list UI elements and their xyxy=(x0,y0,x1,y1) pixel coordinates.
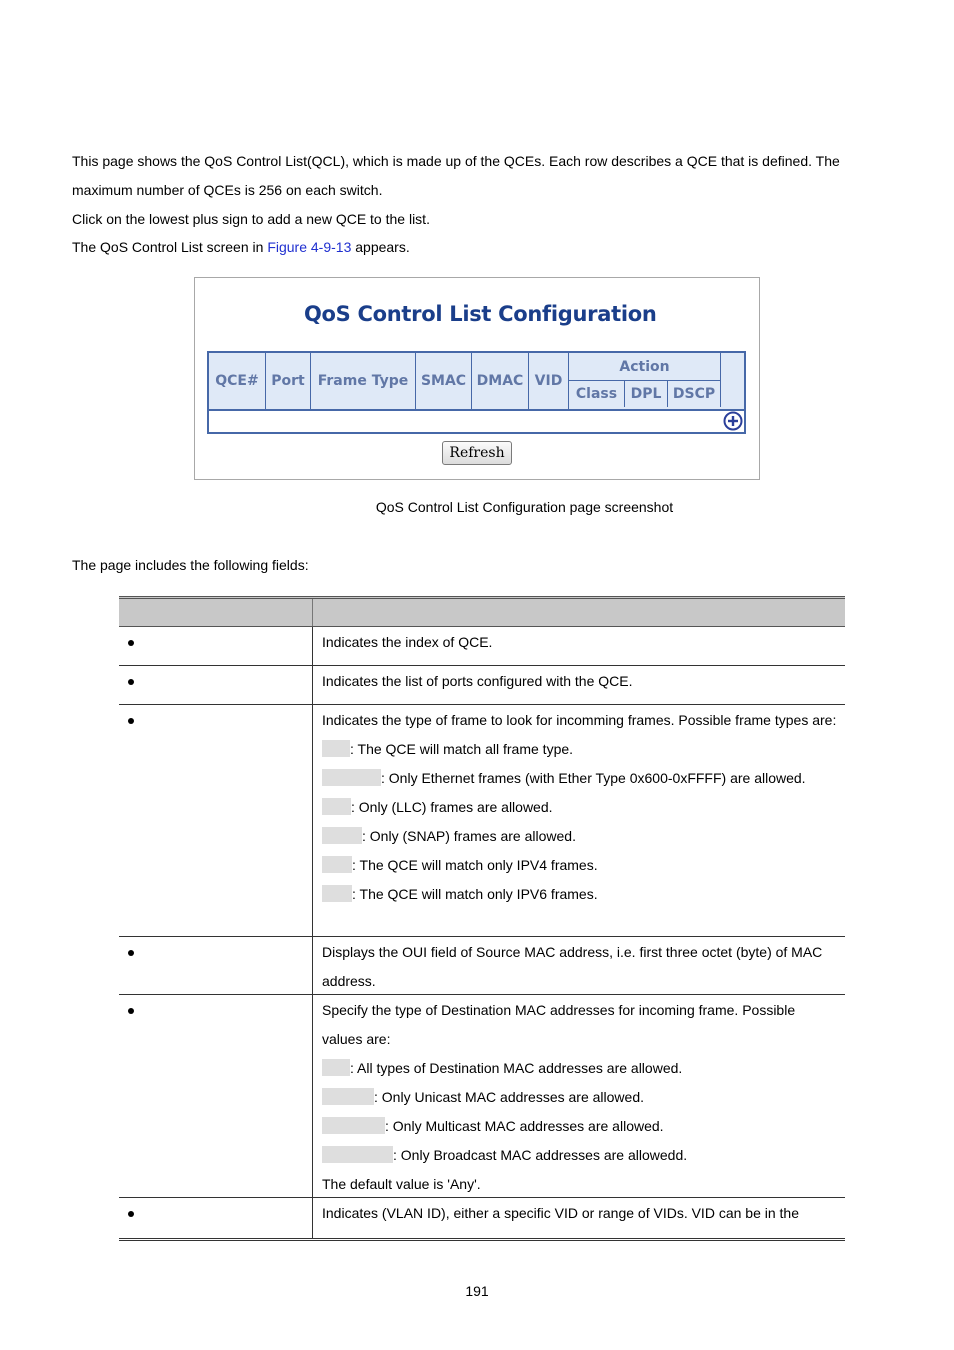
default-value-note: The default value is 'Any'. xyxy=(322,1176,481,1192)
option-line xyxy=(322,1112,839,1141)
table-row xyxy=(119,705,845,937)
field-description: Indicates the list of ports configured with the QCE. xyxy=(322,673,633,689)
intro-paragraph: This page shows the QoS Control List(QCL), which is made up of the QCEs. Each row describes a QCE that is defined. The maximum number of QCEs is 256 on each switch. xyxy=(72,153,840,198)
option-line xyxy=(322,1141,839,1170)
option-text: : All types of Destination MAC addresses are allowed. xyxy=(350,1060,683,1076)
option-line xyxy=(322,764,839,793)
field-description: Indicates the type of frame to look for incomming frames. Possible frame types are: xyxy=(322,712,837,728)
field-description: Indicates (VLAN ID), either a specific VID or range of VIDs. VID can be in the xyxy=(322,1205,799,1221)
page-number: 191 xyxy=(465,1283,489,1299)
bullet-icon xyxy=(128,640,134,646)
add-circle-icon[interactable] xyxy=(723,411,743,431)
bullet-icon xyxy=(128,1211,134,1217)
col-class: Class xyxy=(569,381,625,407)
col-smac: SMAC xyxy=(416,353,472,409)
col-dpl: DPL xyxy=(625,381,668,407)
fields-table xyxy=(119,596,845,1241)
col-dmac: DMAC xyxy=(472,353,529,409)
option-text: : The QCE will match only IPV4 frames. xyxy=(352,857,598,873)
figure-reference-suffix: appears. xyxy=(351,239,410,255)
option-text: : Only (SNAP) frames are allowed. xyxy=(362,828,576,844)
option-text: : Only (LLC) frames are allowed. xyxy=(351,799,553,815)
option-text: : Only Ethernet frames (with Ether Type 0x600-0xFFFF) are allowed. xyxy=(381,770,806,786)
option-text: : Only Unicast MAC addresses are allowed. xyxy=(374,1089,644,1105)
table-bottom-rule xyxy=(119,1238,845,1241)
figure-reference xyxy=(72,233,410,262)
table-row xyxy=(119,666,845,705)
table-row xyxy=(119,995,845,1198)
table-row xyxy=(119,937,845,995)
bullet-icon xyxy=(128,718,134,724)
option-text: : Only Multicast MAC addresses are allowed. xyxy=(385,1118,664,1134)
option-text: : The QCE will match only IPV6 frames. xyxy=(352,886,598,902)
field-description: Indicates the index of QCE. xyxy=(322,634,493,650)
option-line xyxy=(322,1054,839,1083)
bullet-icon xyxy=(128,1008,134,1014)
qcl-table xyxy=(207,351,746,434)
col-qce: QCE# xyxy=(209,353,266,409)
field-description: Specify the type of Destination MAC addresses for incoming frame. Possible values are: xyxy=(322,1002,796,1047)
col-dscp: DSCP xyxy=(668,381,721,407)
bullet-icon xyxy=(128,679,134,685)
option-line xyxy=(322,851,839,880)
option-line xyxy=(322,822,839,851)
bullet-icon xyxy=(128,950,134,956)
fields-table-header xyxy=(119,596,845,627)
table-row xyxy=(119,627,845,666)
figure-reference-text: The QoS Control List screen in xyxy=(72,239,268,255)
qcl-screenshot xyxy=(194,277,760,480)
add-qce-instruction: Click on the lowest plus sign to add a new QCE to the list. xyxy=(72,211,430,227)
option-line xyxy=(322,880,839,909)
col-vid: VID xyxy=(529,353,569,409)
col-frame-type: Frame Type xyxy=(311,353,416,409)
fields-intro: The page includes the following fields: xyxy=(72,557,309,573)
figure-caption: QoS Control List Configuration page screenshot xyxy=(375,499,674,515)
col-port: Port xyxy=(266,353,311,409)
option-line xyxy=(322,735,839,764)
option-line xyxy=(322,793,839,822)
field-description: Displays the OUI field of Source MAC address, i.e. first three octet (byte) of MAC address. xyxy=(322,944,823,989)
table-row xyxy=(119,1198,845,1238)
option-line xyxy=(322,1083,839,1112)
option-text: : Only Broadcast MAC addresses are allowedd. xyxy=(393,1147,688,1163)
refresh-button[interactable]: Refresh xyxy=(442,441,512,465)
figure-link[interactable]: Figure 4-9-13 xyxy=(267,239,352,255)
qcl-table-header xyxy=(209,353,744,411)
screenshot-title: QoS Control List Configuration xyxy=(304,302,657,326)
col-action: Action xyxy=(569,353,721,381)
option-text: : The QCE will match all frame type. xyxy=(350,741,574,757)
